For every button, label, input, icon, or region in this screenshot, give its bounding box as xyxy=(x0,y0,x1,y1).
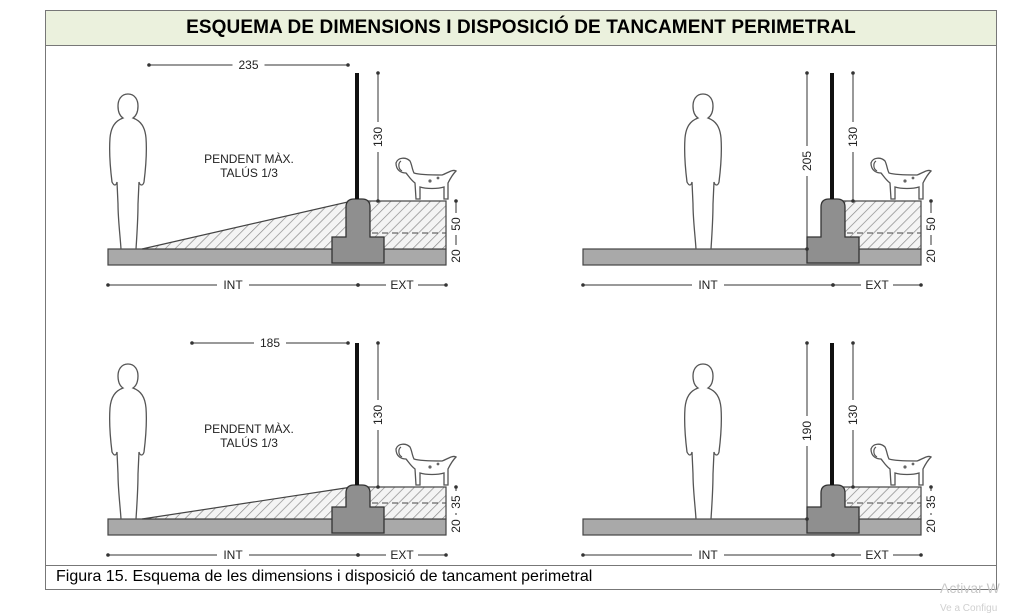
fence-post xyxy=(355,73,359,199)
activation-watermark: Activar W xyxy=(940,580,1000,596)
ground-slab xyxy=(108,519,446,535)
slope-embankment xyxy=(142,201,352,249)
interior-label: INT xyxy=(223,548,243,562)
total-height-label: 190 xyxy=(800,420,814,442)
fence-height-label: 130 xyxy=(846,126,860,148)
ground-slab xyxy=(583,519,921,535)
exterior-label: EXT xyxy=(390,548,414,562)
exterior-label: EXT xyxy=(865,548,889,562)
exterior-label: EXT xyxy=(865,278,889,292)
panel-top-left xyxy=(106,58,463,292)
fence-height-label: 130 xyxy=(371,404,385,426)
slope-label-line1: PENDENT MÀX. xyxy=(204,152,294,166)
interior-label: INT xyxy=(698,278,718,292)
base-height-label: 20 xyxy=(449,519,463,533)
slope-label-line1: PENDENT MÀX. xyxy=(204,422,294,436)
panel-bottom-right xyxy=(581,341,938,562)
dog-figure xyxy=(396,158,456,199)
ground-slab xyxy=(583,249,921,265)
base-height-label: 20 xyxy=(924,519,938,533)
figure-caption: Figura 15. Esquema de les dimensions i disposició de tancament perimetral xyxy=(56,568,593,585)
panel-top-right xyxy=(581,71,938,292)
fence-post xyxy=(830,343,834,485)
fence-height-label: 130 xyxy=(371,126,385,148)
slope-label-line2: TALÚS 1/3 xyxy=(220,436,278,450)
base-height-label: 20 xyxy=(449,249,463,263)
fence-diagram xyxy=(46,11,996,564)
dog-figure xyxy=(871,158,931,199)
wall-height-label: 50 xyxy=(924,217,938,231)
width-dimension-label: 185 xyxy=(259,336,281,350)
slope-embankment xyxy=(142,487,352,519)
total-height-label: 205 xyxy=(800,150,814,172)
panel-bottom-left xyxy=(106,336,463,562)
person-figure xyxy=(685,94,722,249)
wall-height-label: 35 xyxy=(449,495,463,509)
fence-post xyxy=(355,343,359,485)
figure-title: ESQUEMA DE DIMENSIONS I DISPOSICIÓ DE TANCAMENT PERIMETRAL xyxy=(186,17,856,38)
base-height-label: 20 xyxy=(924,249,938,263)
person-figure xyxy=(110,94,147,249)
person-figure xyxy=(685,364,722,519)
wall-height-label: 50 xyxy=(449,217,463,231)
dog-figure xyxy=(396,444,456,485)
slope-label-line2: TALÚS 1/3 xyxy=(220,166,278,180)
ground-slab xyxy=(108,249,446,265)
activation-watermark-sub: Ve a Configu xyxy=(940,603,998,614)
caption-divider xyxy=(46,565,996,566)
interior-label: INT xyxy=(698,548,718,562)
dog-figure xyxy=(871,444,931,485)
fence-post xyxy=(830,73,834,199)
person-figure xyxy=(110,364,147,519)
width-dimension-label: 235 xyxy=(238,58,259,72)
fence-height-label: 130 xyxy=(846,404,860,426)
interior-label: INT xyxy=(223,278,243,292)
figure-frame xyxy=(45,10,997,590)
exterior-label: EXT xyxy=(390,278,414,292)
wall-height-label: 35 xyxy=(924,495,938,509)
